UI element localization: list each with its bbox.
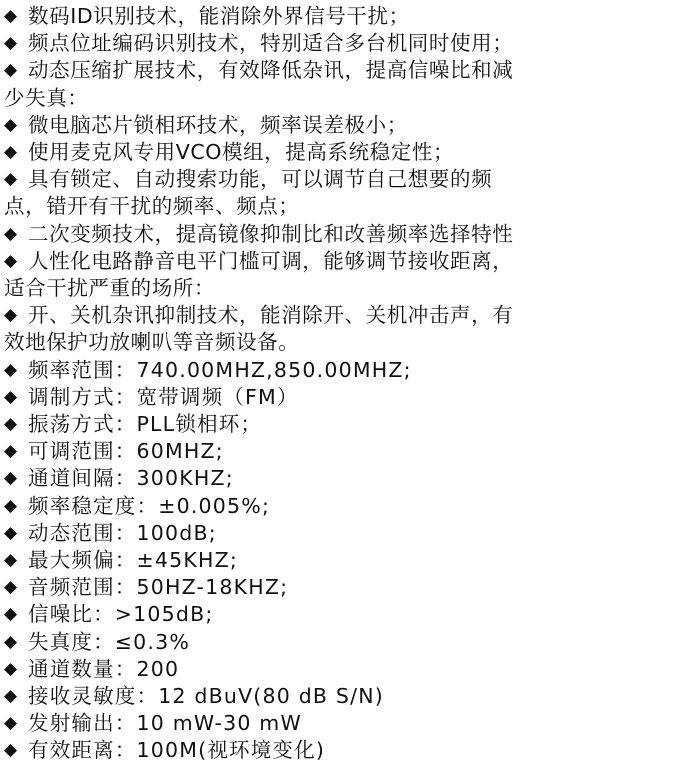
- diamond-bullet-icon: ◆: [4, 359, 18, 380]
- diamond-bullet-icon: ◆: [4, 169, 18, 190]
- feature-text: 微电脑芯片锁相环技术，频率误差极小；: [28, 112, 408, 137]
- feature-text: 数码ID识别技术，能消除外界信号干扰；: [28, 4, 410, 28]
- diamond-bullet-icon: ◆: [4, 114, 18, 135]
- feature-item: [4, 30, 694, 57]
- diamond-bullet-icon: ◆: [4, 6, 18, 26]
- feature-item: [4, 112, 694, 139]
- spec-text: 音频范围：50HZ-18KHZ;: [28, 575, 289, 600]
- feature-item: [4, 139, 694, 166]
- spec-item: [4, 438, 694, 465]
- spec-text: 发射输出：10 mW-30 mW: [28, 711, 302, 736]
- diamond-bullet-icon: ◆: [4, 713, 18, 734]
- diamond-bullet-icon: ◆: [4, 495, 18, 516]
- spec-text: 最大频偏：±45KHZ;: [28, 548, 238, 573]
- spec-text: 动态范围：100dB;: [28, 520, 217, 545]
- spec-text: 通道数量：200: [28, 656, 180, 681]
- feature-item: [4, 166, 694, 193]
- spec-item: [4, 737, 694, 764]
- feature-item: [4, 3, 694, 30]
- spec-item: [4, 601, 694, 628]
- feature-text: 使用麦克风专用VCO模组，提高系统稳定性；: [28, 140, 455, 165]
- diamond-bullet-icon: ◆: [4, 414, 18, 435]
- diamond-bullet-icon: ◆: [4, 223, 18, 244]
- spec-item: [4, 574, 694, 601]
- diamond-bullet-icon: ◆: [4, 631, 18, 652]
- spec-item: [4, 411, 694, 438]
- diamond-bullet-icon: ◆: [4, 441, 18, 462]
- feature-continuation: 少失真：: [4, 85, 89, 110]
- spec-text: 接收灵敏度：12 dBuV(80 dB S/N): [28, 684, 384, 709]
- spec-text: 失真度：≤0.3%: [28, 629, 191, 654]
- feature-text: 频点位址编码识别技术，特别适合多台机同时使用；: [28, 31, 514, 56]
- diamond-bullet-icon: ◆: [4, 386, 18, 407]
- spec-item: [4, 465, 694, 492]
- spec-text: 调制方式：宽带调频（FM）: [28, 384, 299, 409]
- feature-text: 动态压缩扩展技术，有效降低杂讯，提高信噪比和减: [28, 58, 514, 83]
- spec-item: [4, 629, 694, 656]
- diamond-bullet-icon: ◆: [4, 142, 18, 163]
- diamond-bullet-icon: ◆: [4, 604, 18, 625]
- spec-item: [4, 357, 694, 384]
- feature-continuation: 效地保护功放喇叭等音频设备。: [4, 330, 300, 355]
- spec-text: 振荡方式：PLL锁相环；: [28, 412, 263, 437]
- feature-item: [4, 302, 694, 329]
- diamond-bullet-icon: ◆: [4, 550, 18, 571]
- feature-continuation: 适合干扰严重的场所：: [4, 276, 215, 301]
- feature-text: 二次变频技术，提高镜像抑制比和改善频率选择特性: [28, 221, 514, 246]
- diamond-bullet-icon: ◆: [4, 33, 18, 54]
- spec-text: 可调范围：60MHZ;: [28, 439, 224, 464]
- spec-item: [4, 683, 694, 710]
- diamond-bullet-icon: ◆: [4, 686, 18, 707]
- diamond-bullet-icon: ◆: [4, 658, 18, 679]
- diamond-bullet-icon: ◆: [4, 577, 18, 598]
- feature-text: 开、关机杂讯抑制技术，能消除开、关机冲击声，有: [28, 303, 514, 328]
- feature-text: 具有锁定、自动搜索功能，可以调节自己想要的频: [28, 167, 493, 192]
- spec-text: 频率稳定度：±0.005%;: [28, 493, 271, 518]
- feature-item: [4, 57, 694, 84]
- diamond-bullet-icon: ◆: [4, 522, 18, 543]
- spec-text: 通道间隔：300KHZ;: [28, 466, 234, 491]
- spec-text: 有效距离：100M(视环境变化): [28, 738, 326, 763]
- spec-item: [4, 520, 694, 547]
- diamond-bullet-icon: ◆: [4, 60, 18, 81]
- spec-item: [4, 384, 694, 411]
- feature-item: [4, 248, 694, 275]
- feature-continuation: 点，错开有干扰的频率、频点；: [4, 194, 300, 219]
- spec-item: [4, 656, 694, 683]
- spec-text: 信噪比：>105dB;: [28, 602, 214, 627]
- feature-item: [4, 221, 694, 248]
- diamond-bullet-icon: ◆: [4, 305, 18, 326]
- spec-item: [4, 493, 694, 520]
- spec-document: [4, 3, 694, 765]
- diamond-bullet-icon: ◆: [4, 740, 18, 761]
- diamond-bullet-icon: ◆: [4, 468, 18, 489]
- spec-item: [4, 547, 694, 574]
- spec-text: 频率范围：740.00MHZ,850.00MHZ;: [28, 357, 412, 382]
- spec-item: [4, 710, 694, 737]
- feature-text: 人性化电路静音电平门槛可调，能够调节接收距离，: [28, 248, 514, 273]
- diamond-bullet-icon: ◆: [4, 250, 18, 271]
